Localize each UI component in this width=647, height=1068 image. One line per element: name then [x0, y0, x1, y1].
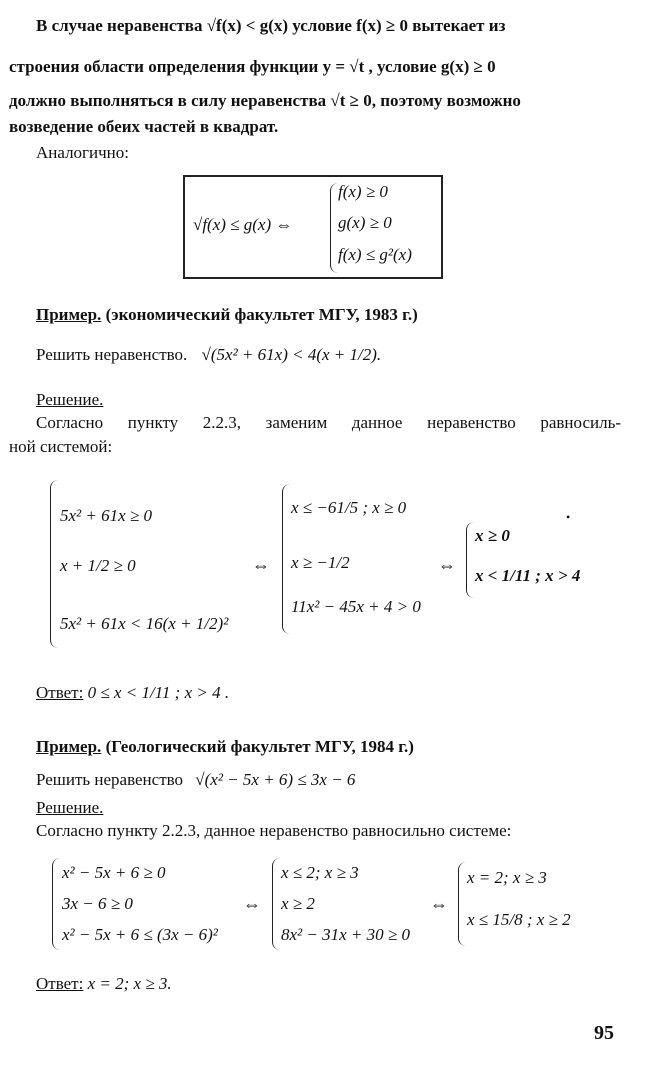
ex1-system2-brace	[282, 484, 290, 634]
example2-title: Пример.	[36, 737, 102, 756]
boxed-formula	[183, 175, 443, 279]
example2-answer	[36, 972, 172, 996]
example1-answer	[36, 681, 229, 705]
ex2-system3-brace	[458, 862, 466, 946]
ex1-equivalence-arrow-2: ⇔	[438, 555, 456, 575]
ex2-equivalence-arrow-1: ⇔	[243, 894, 261, 914]
ex1-system1-row-2: x + 1/2 ≥ 0	[60, 556, 136, 575]
example1-source: (экономический факультет МГУ, 1983 г.)	[101, 305, 418, 324]
example2-solution-label: Решение.	[36, 798, 104, 817]
ex2-equivalence-arrow-2: ⇔	[430, 894, 448, 914]
ex1-system2-row-3: 11x² − 45x + 4 > 0	[291, 597, 421, 616]
boxed-row-2: g(x) ≥ 0	[338, 213, 392, 232]
example1-task-label: Решить неравенство.	[36, 345, 188, 364]
ex1-equivalence-arrow-1: ⇔	[252, 555, 270, 575]
example1-answer-value: 0 ≤ x < 1/11 ; x > 4 .	[83, 683, 230, 702]
ex2-system1-row-3: x² − 5x + 6 ≤ (3x − 6)²	[62, 925, 218, 944]
ex1-system1-row-3: 5x² + 61x < 16(x + 1/2)²	[60, 614, 229, 633]
intro-line-1: В случае неравенства √f(x) < g(x) условие f(x) ≥ 0 вытекает из	[36, 16, 506, 35]
example2-task	[36, 768, 355, 792]
ex2-system2-brace	[272, 858, 280, 950]
example2-answer-value: x = 2; x ≥ 3.	[83, 974, 172, 993]
example2-task-expr: √(x² − 5x + 6) ≤ 3x − 6	[195, 770, 356, 789]
boxed-lhs: √f(x) ≤ g(x) ⇔	[193, 215, 293, 234]
example2-answer-label: Ответ:	[36, 974, 84, 993]
ex1-system1-row-1: 5x² + 61x ≥ 0	[60, 506, 152, 525]
example1-answer-label: Ответ:	[36, 683, 84, 702]
intro-line-4: возведение обеих частей в квадрат.	[9, 117, 279, 136]
ex2-system1-row-2: 3x − 6 ≥ 0	[62, 894, 133, 913]
intro-line-5: Аналогично:	[36, 143, 129, 162]
example2-task-label: Решить неравенство	[36, 770, 184, 789]
ex1-stray-dot: •	[566, 510, 571, 524]
ex1-system2-row-1: x ≤ −61/5 ; x ≥ 0	[291, 498, 407, 517]
ex2-system2-row-1: x ≤ 2; x ≥ 3	[281, 863, 359, 882]
intro-line-3: должно выполняться в силу неравенства √t ≥ 0, поэтому возможно	[9, 91, 521, 110]
example1-task-expr: √(5x² + 61x) < 4(x + 1/2).	[201, 345, 382, 364]
page-number: 95	[594, 1022, 614, 1044]
ex1-system3-brace	[466, 522, 474, 598]
boxed-row-1: f(x) ≥ 0	[338, 182, 388, 201]
example2-solution-line-1: Согласно пункту 2.2.3, данное неравенство равносильно системе:	[36, 821, 512, 840]
ex1-system3-row-2: x < 1/11 ; x > 4	[475, 566, 581, 585]
boxed-row-3: f(x) ≤ g²(x)	[338, 245, 412, 264]
example1-solution-line-1: Согласно пункту 2.2.3, заменим данное неравенство равносиль-	[36, 413, 621, 432]
example1-task	[36, 343, 381, 367]
ex1-system3-row-1: x ≥ 0	[475, 526, 510, 545]
ex2-system1-brace	[52, 858, 60, 950]
example1-solution-line-2: ной системой:	[9, 437, 113, 456]
ex1-system2-row-2: x ≥ −1/2	[291, 553, 350, 572]
ex2-system3-row-2: x ≤ 15/8 ; x ≥ 2	[467, 910, 571, 929]
boxed-brace	[330, 183, 338, 273]
ex2-system3-row-1: x = 2; x ≥ 3	[467, 868, 547, 887]
example2-heading	[36, 735, 414, 759]
ex1-system1-brace	[50, 480, 58, 648]
example1-solution-label: Решение.	[36, 390, 104, 409]
ex2-system2-row-3: 8x² − 31x + 30 ≥ 0	[281, 925, 410, 944]
example2-source: (Геологический факультет МГУ, 1984 г.)	[101, 737, 414, 756]
ex2-system2-row-2: x ≥ 2	[281, 894, 315, 913]
intro-line-2: строения области определения функции y = √t , условие g(x) ≥ 0	[9, 57, 496, 76]
example1-title: Пример.	[36, 305, 102, 324]
ex2-system1-row-1: x² − 5x + 6 ≥ 0	[62, 863, 166, 882]
example1-heading	[36, 303, 418, 327]
